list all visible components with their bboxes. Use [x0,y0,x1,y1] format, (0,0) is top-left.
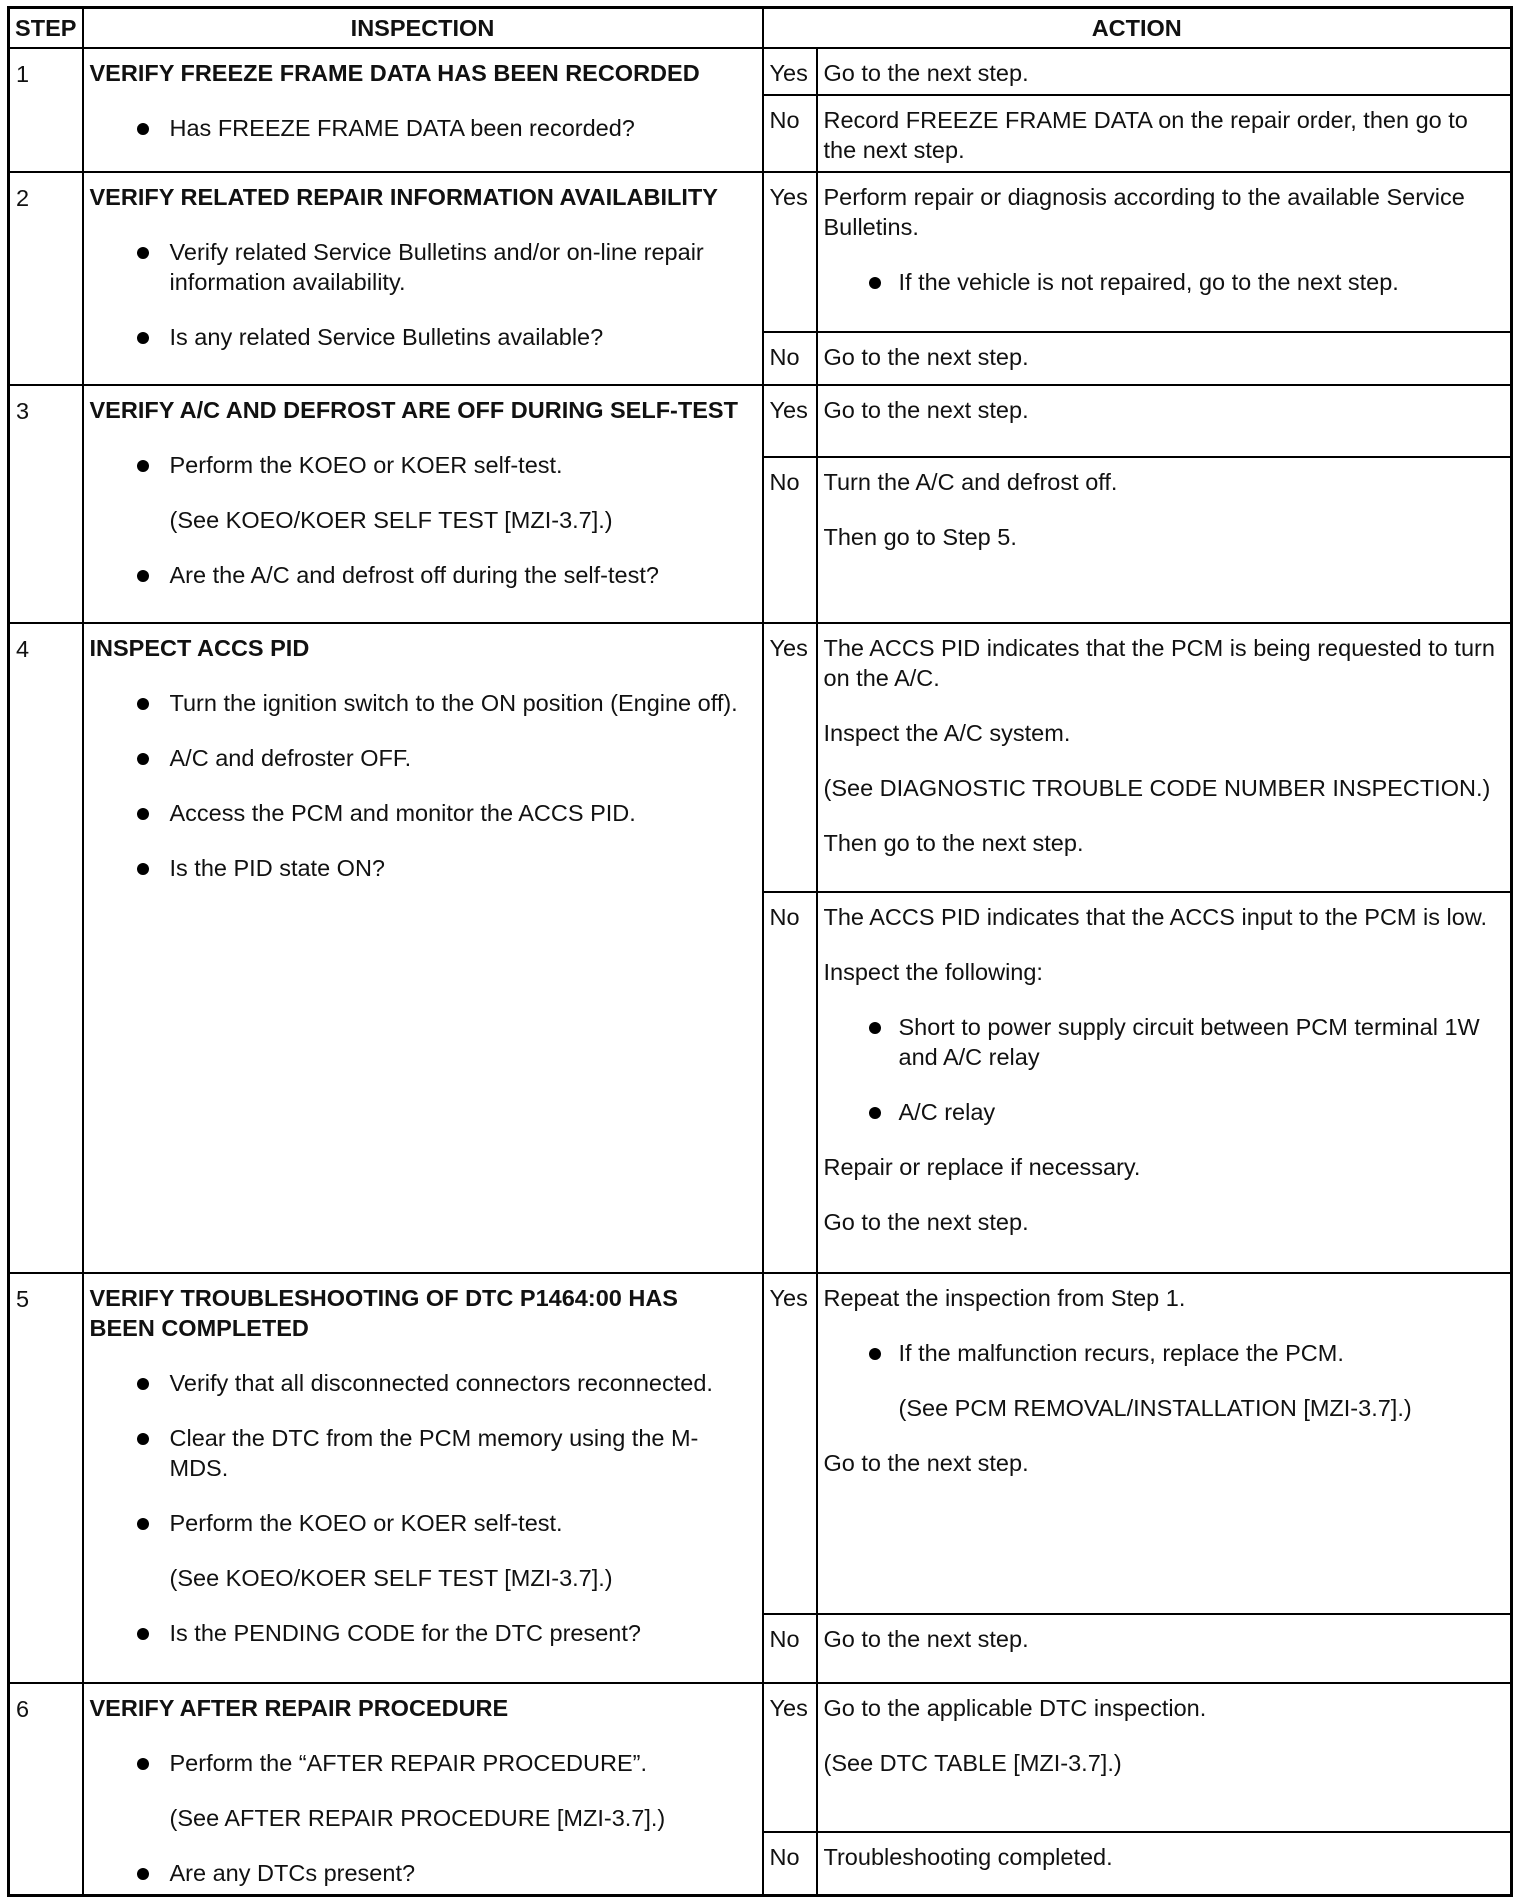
step-1-yes-text-1: Go to the next step. [823,60,1029,86]
step-4-yes-text-2: Inspect the A/C system. [823,720,1071,746]
step-2-yes-text-1: Perform repair or diagnosis according to the available Service Bulletins. [823,184,1465,240]
step-4-yes-label: Yes [763,623,817,892]
step-5-no-action [817,1614,1512,1683]
step-2-yes-label: Yes [763,172,817,332]
step-2-no-text-1: Go to the next step. [823,344,1029,370]
step-6-yes-text-1: Go to the applicable DTC inspection. [823,1695,1207,1721]
step-4-yes-text-1: The ACCS PID indicates that the PCM is being requested to turn on the A/C. [823,635,1495,691]
step-2-item-1: Verify related Service Bulletins and/or on-line repair information availability. [90,237,750,297]
step-4-no-text-3: Repair or replace if necessary. [823,1154,1141,1180]
step-6-title: VERIFY AFTER REPAIR PROCEDURE [89,1695,509,1721]
step-2-item-2: Is any related Service Bulletins available? [90,322,750,352]
step-5-no-label: No [763,1614,817,1683]
step-2-title: VERIFY RELATED REPAIR INFORMATION AVAILABILITY [89,184,718,210]
step-4-number: 4 [9,623,83,1273]
step-1-inspection [83,48,763,172]
step-1-item-1: Has FREEZE FRAME DATA been recorded? [90,113,750,143]
step-6-no-label: No [763,1832,817,1896]
step-1-title: VERIFY FREEZE FRAME DATA HAS BEEN RECORDED [89,60,700,86]
step-1-number: 1 [9,48,83,172]
step-3-no-text-1: Turn the A/C and defrost off. [823,469,1118,495]
step-3-no-text-2: Then go to Step 5. [823,524,1017,550]
step-5-title: VERIFY TROUBLESHOOTING OF DTC P1464:00 HAS BEEN COMPLETED [89,1285,678,1341]
step-3-inspection [83,385,763,623]
step-3-no-action [817,457,1512,623]
step-3-number: 3 [9,385,83,623]
header-inspection: INSPECTION [83,8,763,49]
step-3-yes-action [817,385,1512,457]
step-2-yes-action [817,172,1512,332]
step-6-item-2: Are any DTCs present? [90,1858,750,1888]
step-5-yes-bullet-1: If the malfunction recurs, replace the PCM. [824,1338,1499,1368]
step-1-no-action [817,95,1512,172]
step-4-no-label: No [763,892,817,1273]
step-2-no-action [817,332,1512,385]
step-4-yes-text-3: (See DIAGNOSTIC TROUBLE CODE NUMBER INSPECTION.) [823,775,1491,801]
step-6-inspection [83,1683,763,1896]
step-3-note: (See KOEO/KOER SELF TEST [MZI-3.7].) [169,507,613,533]
step-6-item-1: Perform the “AFTER REPAIR PROCEDURE”. [90,1748,750,1778]
step-2-inspection [83,172,763,385]
step-3-yes-text-1: Go to the next step. [823,397,1029,423]
step-2-number: 2 [9,172,83,385]
step-6-note: (See AFTER REPAIR PROCEDURE [MZI-3.7].) [169,1805,666,1831]
step-3-title: VERIFY A/C AND DEFROST ARE OFF DURING SELF-TEST [89,397,738,423]
step-6-yes-label: Yes [763,1683,817,1832]
step-4-item-4: Is the PID state ON? [90,853,750,883]
step-6-no-text-1: Troubleshooting completed. [823,1843,1113,1870]
step-4-no-bullet-2: A/C relay [824,1097,1499,1127]
step-4-item-2: A/C and defroster OFF. [90,743,750,773]
step-3-item-2: Are the A/C and defrost off during the self-test? [90,560,750,590]
step-6-no-action [817,1832,1512,1896]
step-2-no-label: No [763,332,817,385]
step-5-yes-label: Yes [763,1273,817,1614]
step-5-note: (See KOEO/KOER SELF TEST [MZI-3.7].) [169,1565,613,1591]
step-4-no-action [817,892,1512,1273]
step-6-yes-row [9,1683,1512,1832]
step-3-item-1: Perform the KOEO or KOER self-test. [90,450,750,480]
step-5-yes-text-2: Go to the next step. [823,1450,1029,1476]
step-5-item-2: Clear the DTC from the PCM memory using the M-MDS. [90,1423,750,1483]
step-4-no-text-2: Inspect the following: [823,959,1043,985]
step-4-no-text-1: The ACCS PID indicates that the ACCS input to the PCM is low. [823,904,1488,930]
step-3-yes-row [9,385,1512,457]
table-header-row [9,8,1512,49]
step-1-yes-label: Yes [763,48,817,95]
step-1-no-text-1: Record FREEZE FRAME DATA on the repair order, then go to the next step. [823,107,1468,163]
step-6-yes-text-2: (See DTC TABLE [MZI-3.7].) [823,1750,1122,1776]
step-6-yes-action [817,1683,1512,1832]
step-5-item-3: Perform the KOEO or KOER self-test. [90,1508,750,1538]
step-5-item-4: Is the PENDING CODE for the DTC present? [90,1618,750,1648]
step-4-no-bullet-1: Short to power supply circuit between PCM terminal 1W and A/C relay [824,1012,1499,1072]
step-4-item-3: Access the PCM and monitor the ACCS PID. [90,798,750,828]
step-1-no-label: No [763,95,817,172]
step-2-yes-row [9,172,1512,332]
step-4-inspection [83,623,763,1273]
step-5-yes-note: (See PCM REMOVAL/INSTALLATION [MZI-3.7].) [898,1395,1412,1421]
step-1-yes-action [817,48,1512,95]
step-5-inspection [83,1273,763,1683]
step-4-no-text-4: Go to the next step. [823,1209,1029,1235]
step-5-yes-text-1: Repeat the inspection from Step 1. [823,1285,1186,1311]
step-4-yes-row [9,623,1512,892]
step-4-yes-text-4: Then go to the next step. [823,830,1084,856]
step-4-title: INSPECT ACCS PID [89,635,310,661]
step-5-item-1: Verify that all disconnected connectors reconnected. [90,1368,750,1398]
step-5-no-text-1: Go to the next step. [823,1626,1029,1652]
step-1-yes-row [9,48,1512,95]
step-4-item-1: Turn the ignition switch to the ON position (Engine off). [90,688,750,718]
header-step: STEP [9,8,83,49]
step-5-number: 5 [9,1273,83,1683]
step-6-number: 6 [9,1683,83,1896]
step-3-no-label: No [763,457,817,623]
step-2-yes-bullet-1: If the vehicle is not repaired, go to the next step. [824,267,1499,297]
step-4-yes-action [817,623,1512,892]
diagnostic-procedure-table [7,6,1513,1897]
step-5-yes-row [9,1273,1512,1614]
step-5-yes-action [817,1273,1512,1614]
header-action: ACTION [763,8,1512,49]
step-3-yes-label: Yes [763,385,817,457]
